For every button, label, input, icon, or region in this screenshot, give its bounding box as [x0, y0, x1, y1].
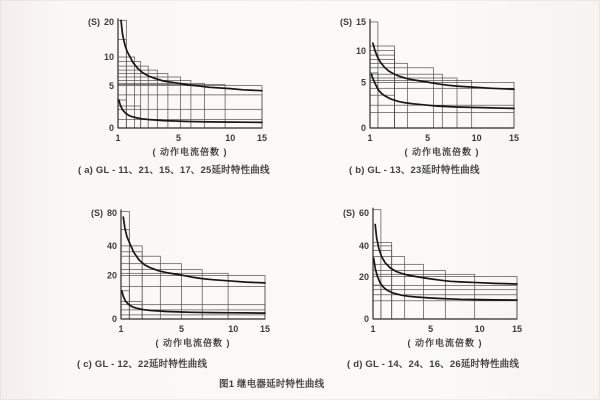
y-tick-label: 5	[108, 80, 114, 91]
lower-limit-curve	[119, 100, 262, 122]
x-tick-label: 10	[474, 324, 485, 334]
y-tick-label: 40	[358, 241, 369, 252]
x-tick-label: 15	[259, 324, 271, 334]
x-tick-label: 1	[115, 133, 121, 143]
chart-c-canvas	[63, 199, 303, 357]
tolerance-band-box	[370, 46, 395, 128]
tolerance-band-box	[118, 95, 262, 128]
chart-c-caption: ( c) GL - 12、22延时特性曲线	[77, 359, 208, 370]
chart-d-canvas	[315, 199, 555, 357]
chart-d	[315, 199, 555, 357]
tolerance-band-box	[370, 95, 395, 128]
tolerance-band-box	[373, 285, 381, 319]
chart-b	[312, 8, 552, 166]
y-tick-label: 20	[358, 271, 369, 282]
x-tick-label: 5	[428, 324, 434, 334]
x-tick-label: 10	[228, 324, 239, 334]
x-axis-title: ( 动作电流倍数 )	[404, 147, 480, 157]
chart-a-canvas	[60, 8, 300, 166]
tolerance-band-box	[373, 243, 392, 319]
tolerance-band-box	[373, 274, 475, 319]
x-tick-label: 5	[425, 133, 431, 143]
y-tick-label: 15	[355, 17, 366, 28]
tolerance-band-box	[121, 302, 142, 319]
tolerance-band-box	[370, 51, 395, 128]
tolerance-band-box	[370, 55, 395, 128]
upper-limit-curve	[375, 225, 517, 285]
chart-b-canvas	[312, 8, 552, 166]
y-tick-label: 5	[360, 77, 366, 88]
chart-b-caption: ( b) GL - 13、23延时特性曲线	[349, 165, 480, 176]
y-tick-label: 0	[111, 314, 117, 325]
chart-a	[60, 8, 300, 166]
tolerance-band-box	[121, 286, 265, 319]
chart-d-caption: ( d) GL - 14、24、16、26延时特性曲线	[347, 359, 520, 370]
y-tick-label: 40	[106, 241, 117, 252]
y-tick-label: 10	[103, 52, 114, 63]
y-tick-label: 60	[358, 208, 369, 219]
chart-c	[63, 199, 303, 357]
x-tick-label: 15	[508, 133, 520, 143]
y-tick-label: 20	[106, 270, 117, 281]
figure-caption: 图1 继电器延时特性曲线	[219, 379, 325, 390]
x-tick-label: 15	[256, 133, 268, 143]
x-axis-title: ( 动作电流倍数 )	[407, 338, 483, 348]
lower-limit-curve	[371, 74, 514, 108]
y-tick-label: 20	[103, 17, 114, 28]
x-tick-label: 1	[370, 324, 376, 334]
x-tick-label: 5	[175, 133, 182, 143]
y-axis-unit-label: (S)	[91, 208, 103, 219]
y-tick-label: 0	[108, 123, 114, 134]
chart-a-caption: ( a) GL - 11、21、15、17、25延时特性曲线	[78, 165, 270, 176]
y-tick-label: 0	[363, 314, 369, 325]
tolerance-band-box	[121, 315, 265, 319]
tolerance-band-box	[118, 40, 126, 129]
x-axis-title: ( 动作电流倍数 )	[152, 147, 228, 157]
x-tick-label: 1	[118, 324, 124, 334]
y-tick-label: 0	[360, 123, 366, 134]
x-tick-label: 1	[367, 133, 373, 143]
x-tick-label: 15	[511, 324, 523, 334]
y-tick-label: 10	[355, 45, 366, 56]
tolerance-band-box	[121, 310, 265, 319]
y-axis-unit-label: (S)	[340, 17, 352, 28]
y-axis-unit-label: (S)	[343, 208, 355, 219]
tolerance-band-box	[121, 229, 129, 319]
y-tick-label: 80	[106, 208, 117, 219]
x-axis-title: ( 动作电流倍数 )	[155, 338, 231, 348]
x-tick-label: 5	[178, 324, 185, 334]
x-tick-label: 10	[471, 133, 482, 143]
x-tick-label: 10	[225, 133, 236, 143]
y-axis-unit-label: (S)	[88, 17, 100, 28]
